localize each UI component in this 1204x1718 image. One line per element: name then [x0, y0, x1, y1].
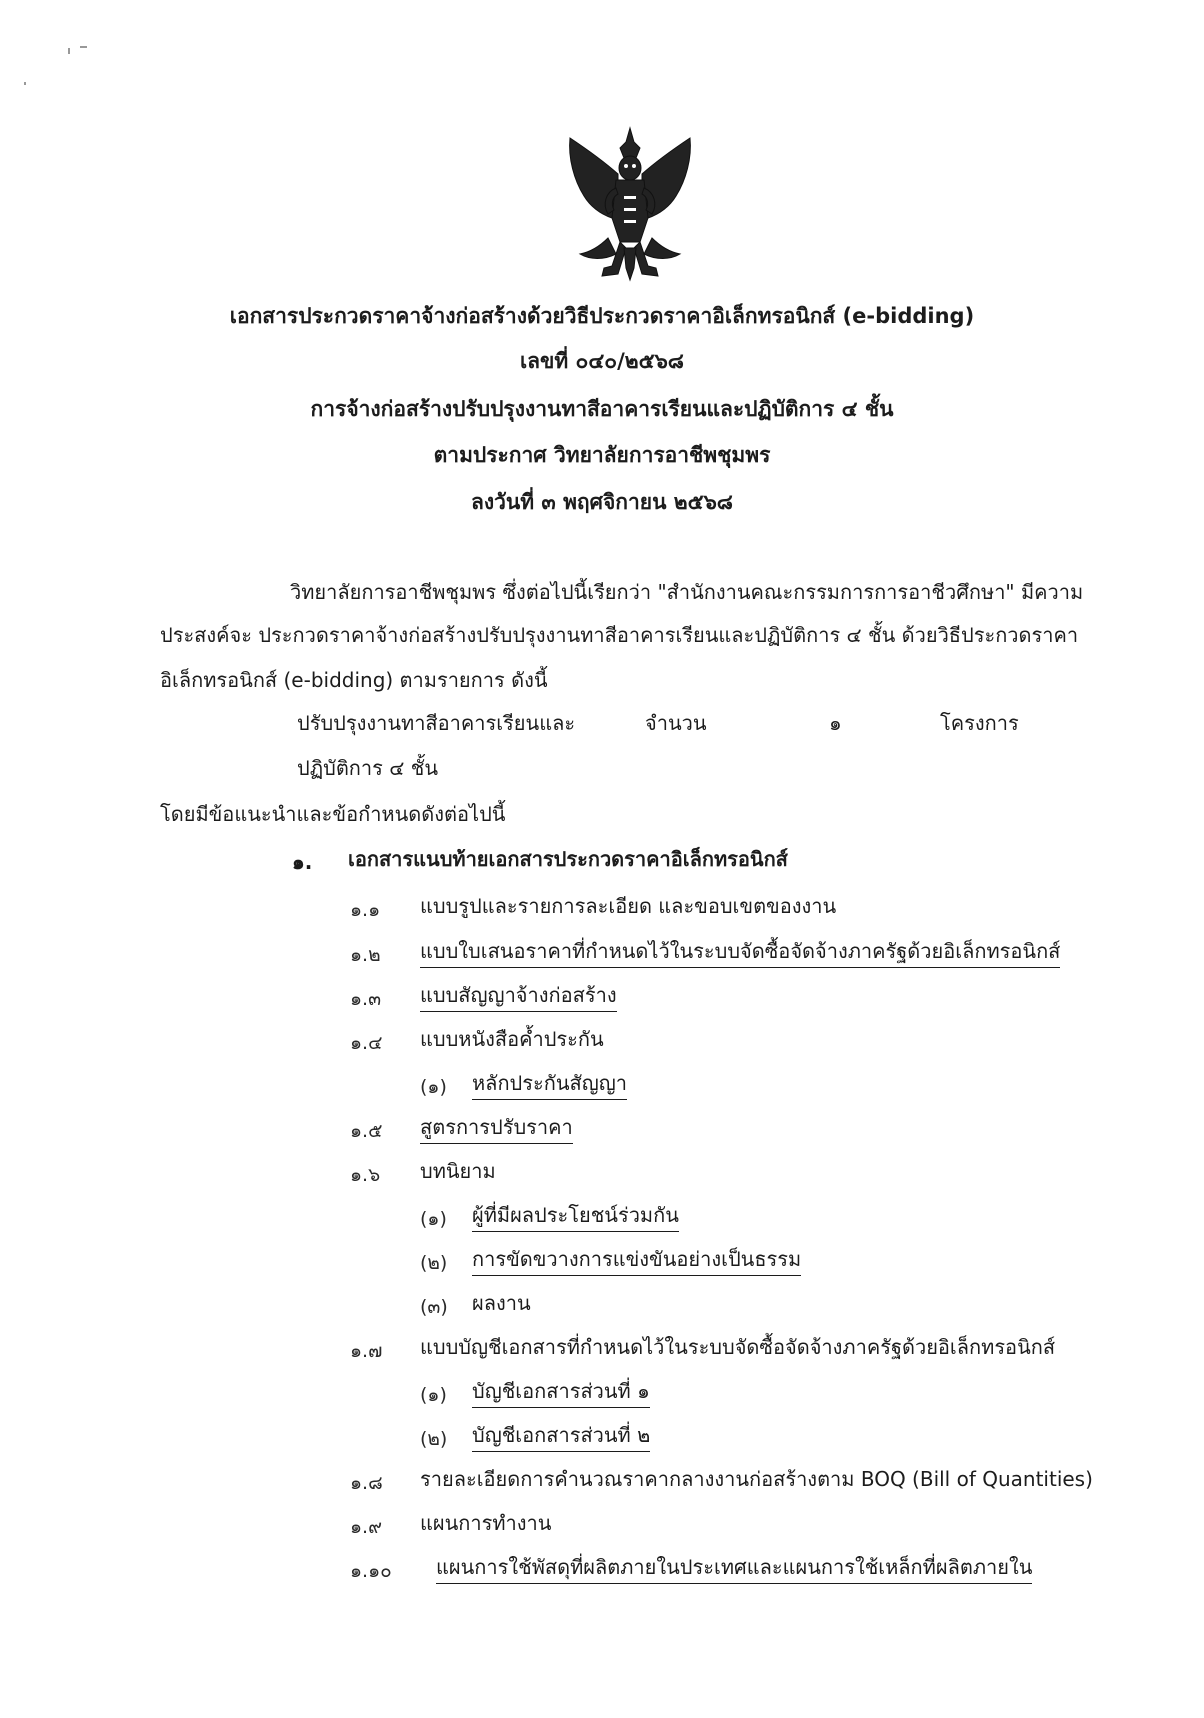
- intro-line-1: วิทยาลัยการอาชีพชุมพร ซึ่งต่อไปนี้เรียกว่า "สำนักงานคณะกรรมการการอาชีวศึกษา" มีความ: [290, 580, 1084, 604]
- list-item: สูตรการปรับราคา: [420, 1113, 573, 1144]
- list-item: บัญชีเอกสารส่วนที่ ๑: [472, 1377, 650, 1408]
- item-quantity-value: ๑: [829, 711, 842, 735]
- intro-line-2: ประสงค์จะ ประกวดราคาจ้างก่อสร้างปรับปรุงงานทาสีอาคารเรียนและปฏิบัติการ ๔ ชั้น ด้วยวิธีประกวดราคา: [160, 623, 1079, 647]
- guidance-line: โดยมีข้อแนะนำและข้อกำหนดดังต่อไปนี้: [160, 802, 506, 826]
- announcement-line: ตามประกาศ วิทยาลัยการอาชีพชุมพร: [433, 443, 771, 467]
- item-number: ๑.๙: [350, 1516, 383, 1538]
- list-item: บทนิยาม: [420, 1159, 496, 1183]
- document-number: เลขที่ ๐๔๐/๒๕๖๘: [519, 349, 685, 373]
- list-item: บัญชีเอกสารส่วนที่ ๒: [472, 1421, 650, 1452]
- announcement-date: ลงวันที่ ๓ พฤศจิกายน ๒๕๖๘: [470, 490, 734, 514]
- list-item: แผนการทำงาน: [420, 1511, 552, 1535]
- item-number: ๑.๘: [350, 1472, 383, 1494]
- sub-item-number: (๑): [420, 1076, 447, 1098]
- scan-speck: [68, 48, 70, 54]
- item-number: ๑.๖: [350, 1164, 381, 1186]
- list-item: แบบรูปและรายการละเอียด และขอบเขตของงาน: [420, 894, 837, 918]
- item-name-line-1: ปรับปรุงงานทาสีอาคารเรียนและ: [297, 711, 576, 735]
- list-item: แบบบัญชีเอกสารที่กำหนดไว้ในระบบจัดซื้อจัดจ้างภาครัฐด้วยอิเล็กทรอนิกส์: [420, 1335, 1056, 1359]
- list-item: การขัดขวางการแข่งขันอย่างเป็นธรรม: [472, 1245, 801, 1276]
- list-item: แบบหนังสือค้ำประกัน: [420, 1027, 604, 1051]
- section-1-title: เอกสารแนบท้ายเอกสารประกวดราคาอิเล็กทรอนิกส์: [348, 847, 788, 871]
- item-number: ๑.๓: [350, 988, 382, 1010]
- list-item: ผู้ที่มีผลประโยชน์ร่วมกัน: [472, 1201, 679, 1232]
- item-number: ๑.๒: [350, 944, 381, 966]
- intro-line-3: อิเล็กทรอนิกส์ (e-bidding) ตามรายการ ดังนี้: [160, 668, 548, 692]
- item-number: ๑.๑: [350, 899, 381, 921]
- item-quantity-label: จำนวน: [645, 711, 707, 735]
- item-unit: โครงการ: [940, 711, 1019, 735]
- item-number: ๑.๕: [350, 1120, 383, 1142]
- list-item: แบบใบเสนอราคาที่กำหนดไว้ในระบบจัดซื้อจัดจ้างภาครัฐด้วยอิเล็กทรอนิกส์: [420, 937, 1060, 968]
- document-title: เอกสารประกวดราคาจ้างก่อสร้างด้วยวิธีประกวดราคาอิเล็กทรอนิกส์ (e-bidding): [229, 304, 975, 328]
- scan-speck: [80, 46, 87, 48]
- sub-item-number: (๒): [420, 1252, 448, 1274]
- list-item: แบบสัญญาจ้างก่อสร้าง: [420, 981, 617, 1012]
- list-item: ผลงาน: [472, 1291, 531, 1315]
- sub-item-number: (๒): [420, 1428, 448, 1450]
- item-name-line-2: ปฏิบัติการ ๔ ชั้น: [297, 756, 438, 780]
- section-1-number: ๑.: [292, 850, 313, 874]
- project-title: การจ้างก่อสร้างปรับปรุงงานทาสีอาคารเรียนและปฏิบัติการ ๔ ชั้น: [310, 397, 894, 421]
- item-number: ๑.๔: [350, 1032, 383, 1054]
- sub-item-number: (๑): [420, 1384, 447, 1406]
- item-number: ๑.๑๐: [350, 1560, 392, 1582]
- sub-item-number: (๑): [420, 1208, 447, 1230]
- sub-item-number: (๓): [420, 1296, 448, 1318]
- list-item: แผนการใช้พัสดุที่ผลิตภายในประเทศและแผนการใช้เหล็กที่ผลิตภายใน: [436, 1553, 1032, 1584]
- item-number: ๑.๗: [350, 1340, 383, 1362]
- list-item: รายละเอียดการคำนวณราคากลางงานก่อสร้างตาม BOQ (Bill of Quantities): [420, 1467, 1093, 1491]
- garuda-emblem-icon: [560, 118, 700, 288]
- scan-speck: [24, 82, 26, 85]
- list-item: หลักประกันสัญญา: [472, 1069, 627, 1100]
